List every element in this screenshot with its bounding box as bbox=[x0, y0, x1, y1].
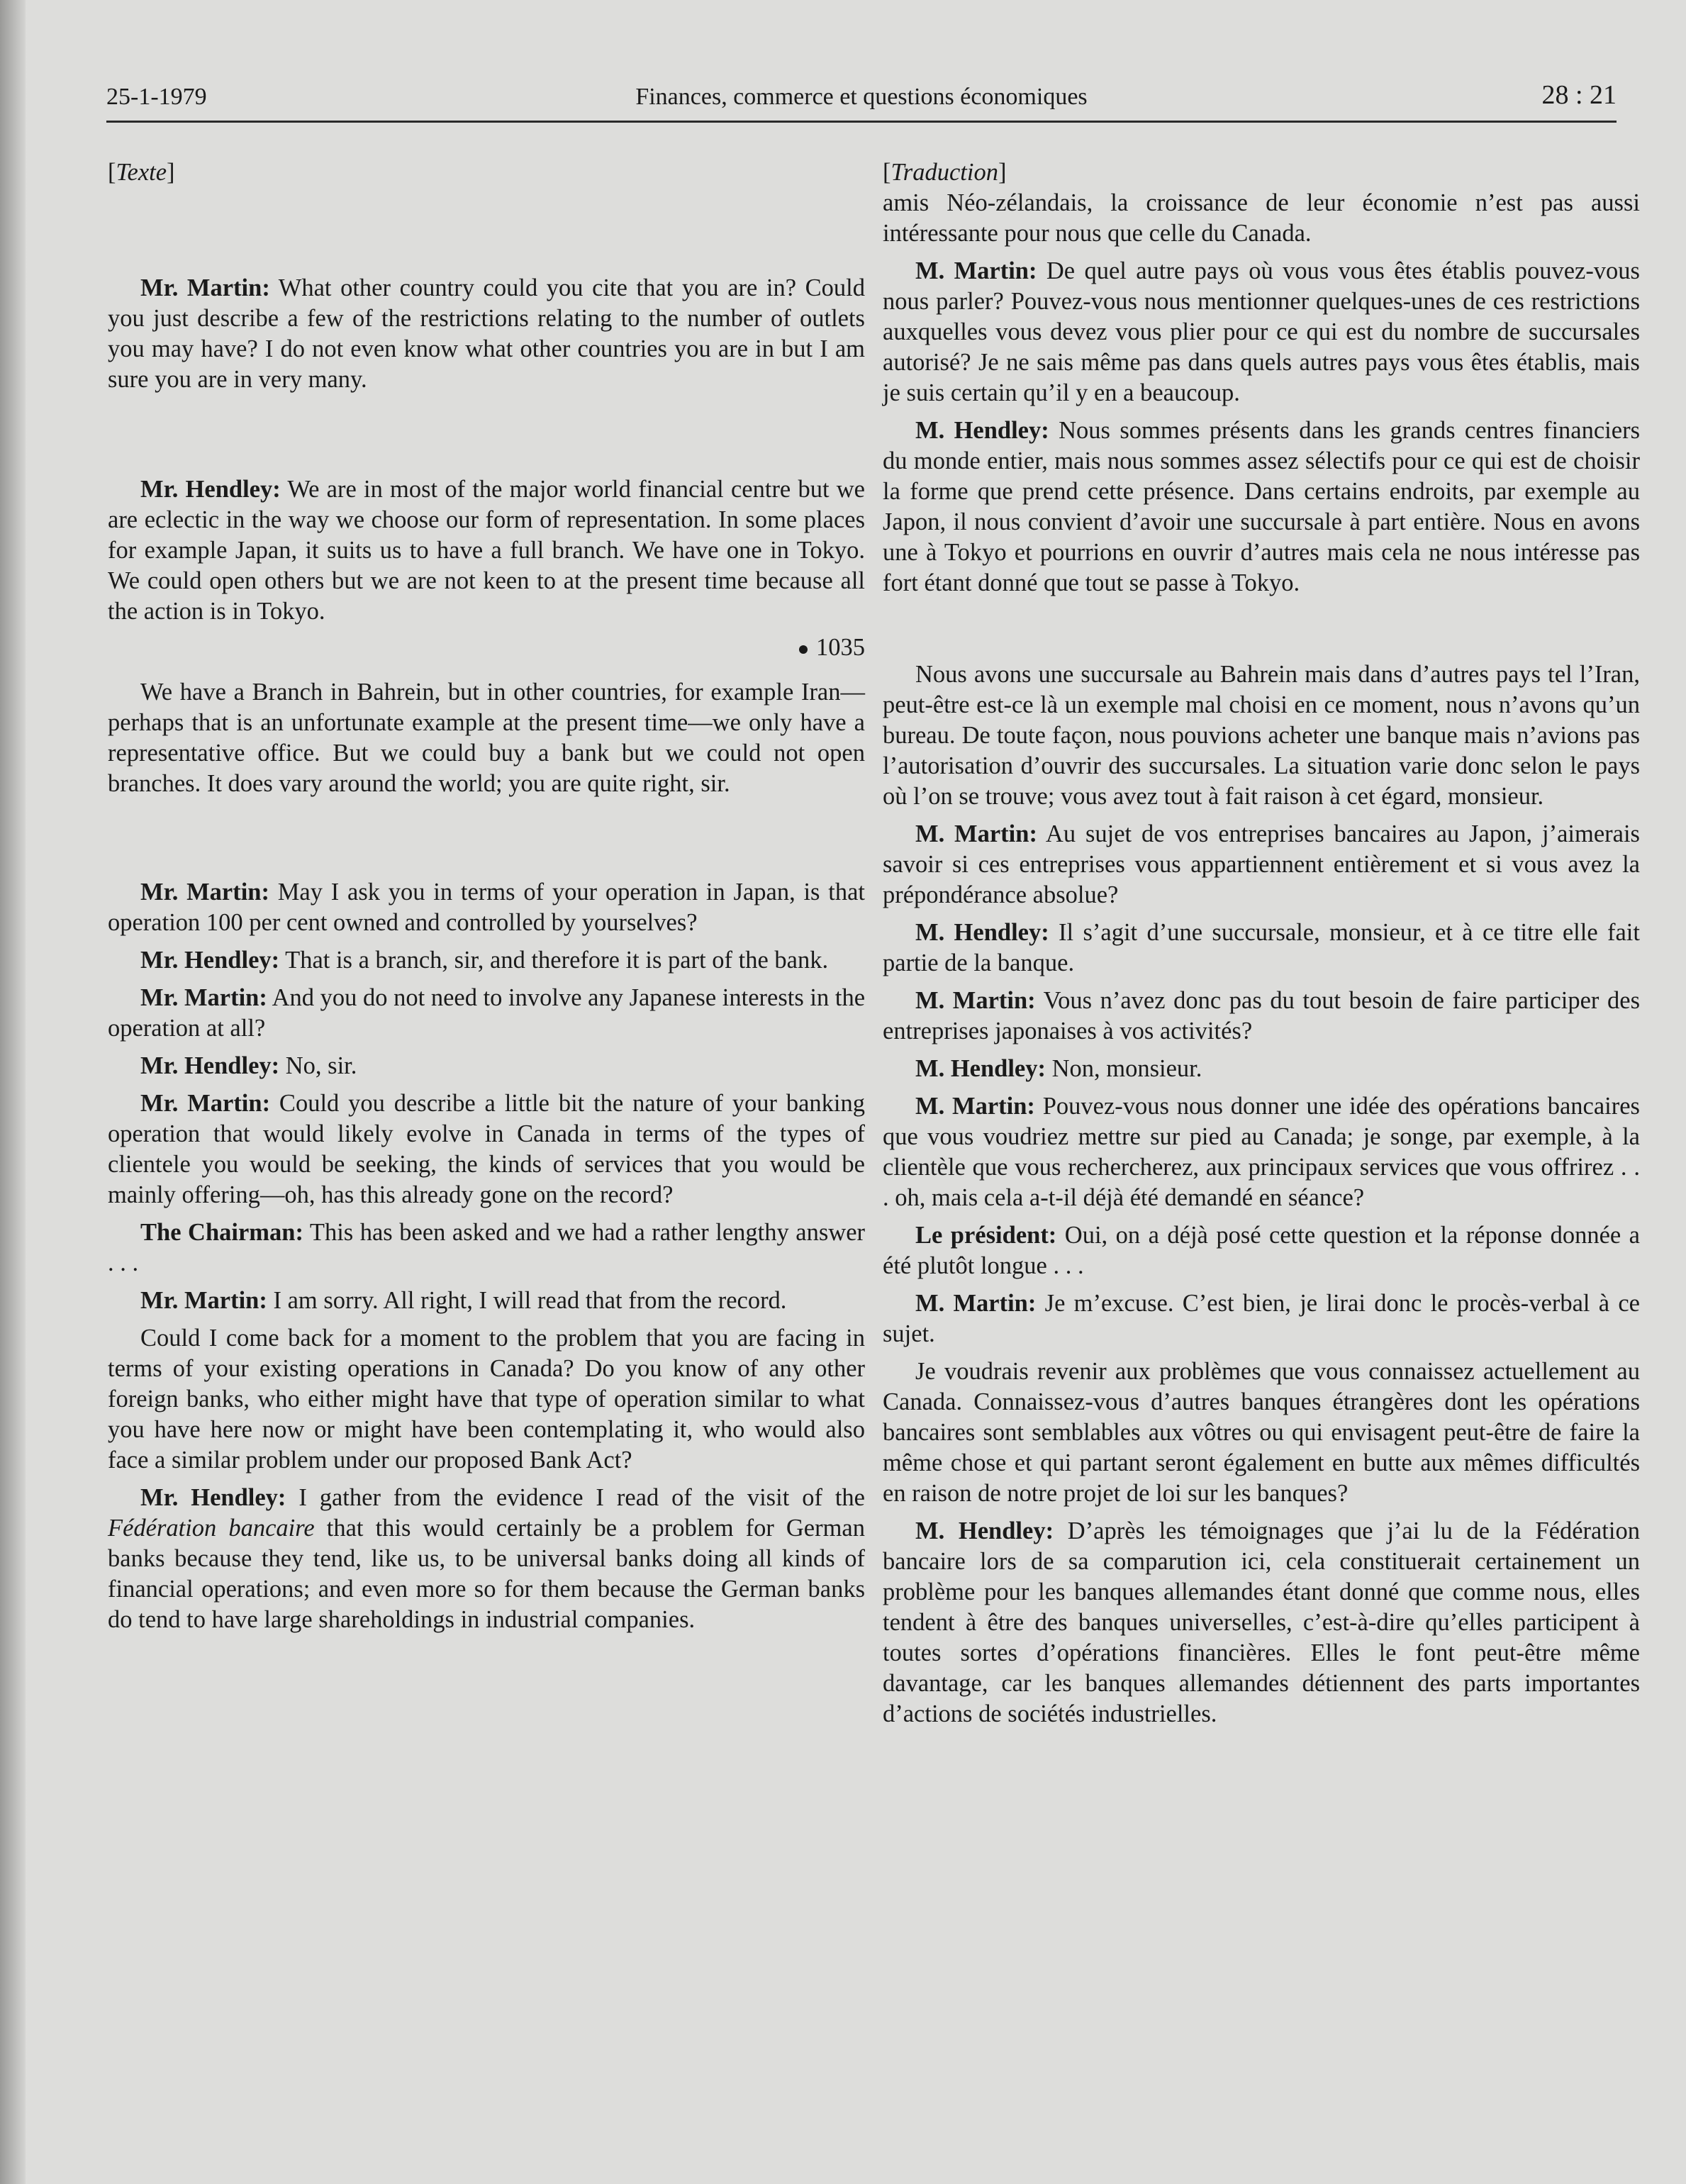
paragraph: Mr. Martin: I am sorry. All right, I will read that from the record. bbox=[140, 1287, 787, 1314]
paragraph: M. Martin: Je m’excuse. C’est bien, je lirai donc le procès-verbal à ce sujet. bbox=[883, 1290, 1640, 1347]
page-number: 28 : 21 bbox=[1541, 80, 1617, 110]
paragraph: Could I come back for a moment to the problem that you are facing in terms of your existing operations in Canada? Do you know of any other foreign banks, who either might have that type of operation similar to what you have here now or might have been contemplating it, who would also face a similar problem under our proposed Bank Act? bbox=[108, 1325, 865, 1473]
paragraph: M. Martin: Au sujet de vos entreprises bancaires au Japon, j’aimerais savoir si ces entreprises vous appartiennent entièrement et si vous avez la prépondérance absolue? bbox=[883, 820, 1640, 908]
paragraph: M. Hendley: Non, monsieur. bbox=[915, 1055, 1202, 1082]
paragraph: Mr. Hendley: That is a branch, sir, and therefore it is part of the bank. bbox=[140, 947, 829, 974]
header-date: 25-1-1979 bbox=[106, 84, 207, 110]
speaker-label: Mr. Hendley: bbox=[140, 947, 280, 974]
paragraph: Mr. Martin: And you do not need to involve any Japanese interests in the operation at all? bbox=[108, 984, 866, 1042]
paragraph: amis Néo-zélandais, la croissance de leur économie n’est pas aussi intéressante pour nous que celle du Canada. bbox=[883, 189, 1640, 247]
speaker-label: Mr. Hendley: bbox=[140, 1484, 286, 1511]
french-column bbox=[883, 157, 1640, 1729]
speaker-label: Mr. Martin: bbox=[140, 984, 267, 1011]
paragraph: We have a Branch in Bahrein, but in other countries, for example Iran—perhaps that is an unfortunate example at the present time—we only have a representative office. But we could buy a bank but we could not open branches. It does vary around the world; you are quite right, sir. bbox=[108, 679, 865, 797]
paragraph: Mr. Hendley: I gather from the evidence I read of the visit of the Fédération bancaire that this would certainly be a problem for German banks because they tend, like us, to be universal banks doing all kinds of financial operations; and even more so for them because the German banks do tend to have large shareholdings in industrial companies. bbox=[108, 1484, 865, 1633]
speaker-label: M. Martin: bbox=[915, 1290, 1037, 1317]
page-header bbox=[106, 77, 1617, 123]
speaker-label: M. Martin: bbox=[915, 820, 1037, 847]
speaker-label: Mr. Martin: bbox=[140, 1090, 271, 1117]
speaker-label: Mr. Martin: bbox=[140, 1287, 267, 1314]
bullet-icon bbox=[799, 645, 808, 654]
english-column bbox=[108, 157, 865, 1635]
paragraph: Mr. Martin: May I ask you in terms of your operation in Japan, is that operation 100 per cent owned and controlled by yourselves? bbox=[108, 879, 865, 936]
section-tag: [Texte] bbox=[108, 159, 175, 186]
speaker-label: M. Hendley: bbox=[915, 1517, 1054, 1544]
paragraph: Nous avons une succursale au Bahrein mais dans d’autres pays tel l’Iran, peut-être est-ce là un exemple mal choisi en ce moment, nous n’avons qu’un bureau. De toute façon, nous pouvions acheter une banque mais n’avions pas l’autorisation d’ouvrir des succursales. La situation varie donc selon le pays où l’on se trouve; vous avez tout à fait raison à cet égard, monsieur. bbox=[883, 661, 1640, 810]
time-marker: 1035 bbox=[108, 633, 865, 663]
paragraph: M. Martin: Vous n’avez donc pas du tout besoin de faire participer des entreprises japonaises à vos activités? bbox=[883, 987, 1640, 1044]
speaker-label: Le président: bbox=[915, 1222, 1057, 1249]
speaker-label: The Chairman: bbox=[140, 1219, 303, 1246]
paragraph: M. Hendley: Il s’agit d’une succursale, monsieur, et à ce titre elle fait partie de la banque. bbox=[883, 919, 1640, 976]
speaker-label: Mr. Martin: bbox=[140, 879, 269, 906]
paragraph: Mr. Martin: What other country could you cite that you are in? Could you just describe a few of the restrictions relating to the number of outlets you may have? I do not even know what other countries you are in but I am sure you are in very many. bbox=[108, 274, 865, 393]
speaker-label: M. Martin: bbox=[915, 257, 1037, 284]
paragraph: Mr. Hendley: No, sir. bbox=[140, 1052, 357, 1079]
paragraph: M. Hendley: D’après les témoignages que j’ai lu de la Fédération bancaire lors de sa comparution ici, cela constituerait certainement un problème pour les banques allemandes étant donné que comme nous, elles tendent à être des banques universelles, c’est-à-dire qu’elles participent à toutes sortes d’opérations financières. Elles le font peut-être même davantage, car les banques allemandes détiennent des parts importantes d’actions de sociétés industrielles. bbox=[883, 1517, 1640, 1727]
paragraph: Mr. Martin: Could you describe a little bit the nature of your banking operation that would likely evolve in Canada in terms of the types of clientele you would be seeking, the kinds of services that you would be mainly offering—oh, has this already gone on the record? bbox=[108, 1090, 865, 1208]
speaker-label: Mr. Martin: bbox=[140, 274, 270, 301]
speaker-label: M. Hendley: bbox=[915, 919, 1049, 946]
paragraph: Je voudrais revenir aux problèmes que vous connaissez actuellement au Canada. Connaissez-vous d’autres banques étrangères dont les opérations bancaires sont semblables aux vôtres ou qui envisagent peut-être de faire la même chose et qui partant seront également en butte aux mêmes difficultés en raison de notre projet de loi sur les banques? bbox=[883, 1358, 1640, 1507]
paragraph: M. Martin: Pouvez-vous nous donner une idée des opérations bancaires que vous voudriez mettre sur pied au Canada; je songe, par exemple, à la clientèle que vous rechercherez, aux principaux services que vous offrirez . . . oh, mais cela a-t-il déjà été demandé en séance? bbox=[883, 1093, 1640, 1211]
header-title: Finances, commerce et questions économiques bbox=[635, 84, 1088, 110]
section-tag: [Traduction] bbox=[883, 159, 1007, 186]
paragraph: Mr. Hendley: We are in most of the major world financial centre but we are eclectic in the way we choose our form of representation. In some places for example Japan, it suits us to have a full branch. We have one in Tokyo. We could open others but we are not keen to at the present time because all the action is in Tokyo. bbox=[108, 476, 865, 625]
speaker-label: Mr. Hendley: bbox=[140, 1052, 280, 1079]
paragraph: The Chairman: This has been asked and we had a rather lengthy answer . . . bbox=[108, 1219, 865, 1276]
speaker-label: M. Hendley: bbox=[915, 1055, 1046, 1082]
paragraph: Le président: Oui, on a déjà posé cette question et la réponse donnée a été plutôt longue . . . bbox=[883, 1222, 1640, 1279]
speaker-label: M. Hendley: bbox=[915, 417, 1049, 444]
paragraph: M. Hendley: Nous sommes présents dans les grands centres financiers du monde entier, mais nous sommes assez sélectifs pour ce qui est de choisir la forme que prend cette présence. Dans certains endroits, par exemple au Japon, il nous convient d’avoir une succursale à part entière. Nous en avons une à Tokyo et pourrions en ouvrir d’autres mais cela ne nous intéresse pas fort étant donné que tout se passe à Tokyo. bbox=[883, 417, 1640, 596]
speaker-label: M. Martin: bbox=[915, 987, 1036, 1014]
speaker-label: M. Martin: bbox=[915, 1093, 1035, 1120]
paragraph: M. Martin: De quel autre pays où vous vous êtes établis pouvez-vous nous parler? Pouvez-vous nous mentionner quelques-unes de ces restrictions auxquelles vous devez vous plier pour ce qui est du nombre de succursales autorisé? Je ne sais même pas dans quels autres pays vous êtes établis, mais je suis certain qu’il y en a beaucoup. bbox=[883, 257, 1640, 406]
speaker-label: Mr. Hendley: bbox=[140, 476, 281, 503]
